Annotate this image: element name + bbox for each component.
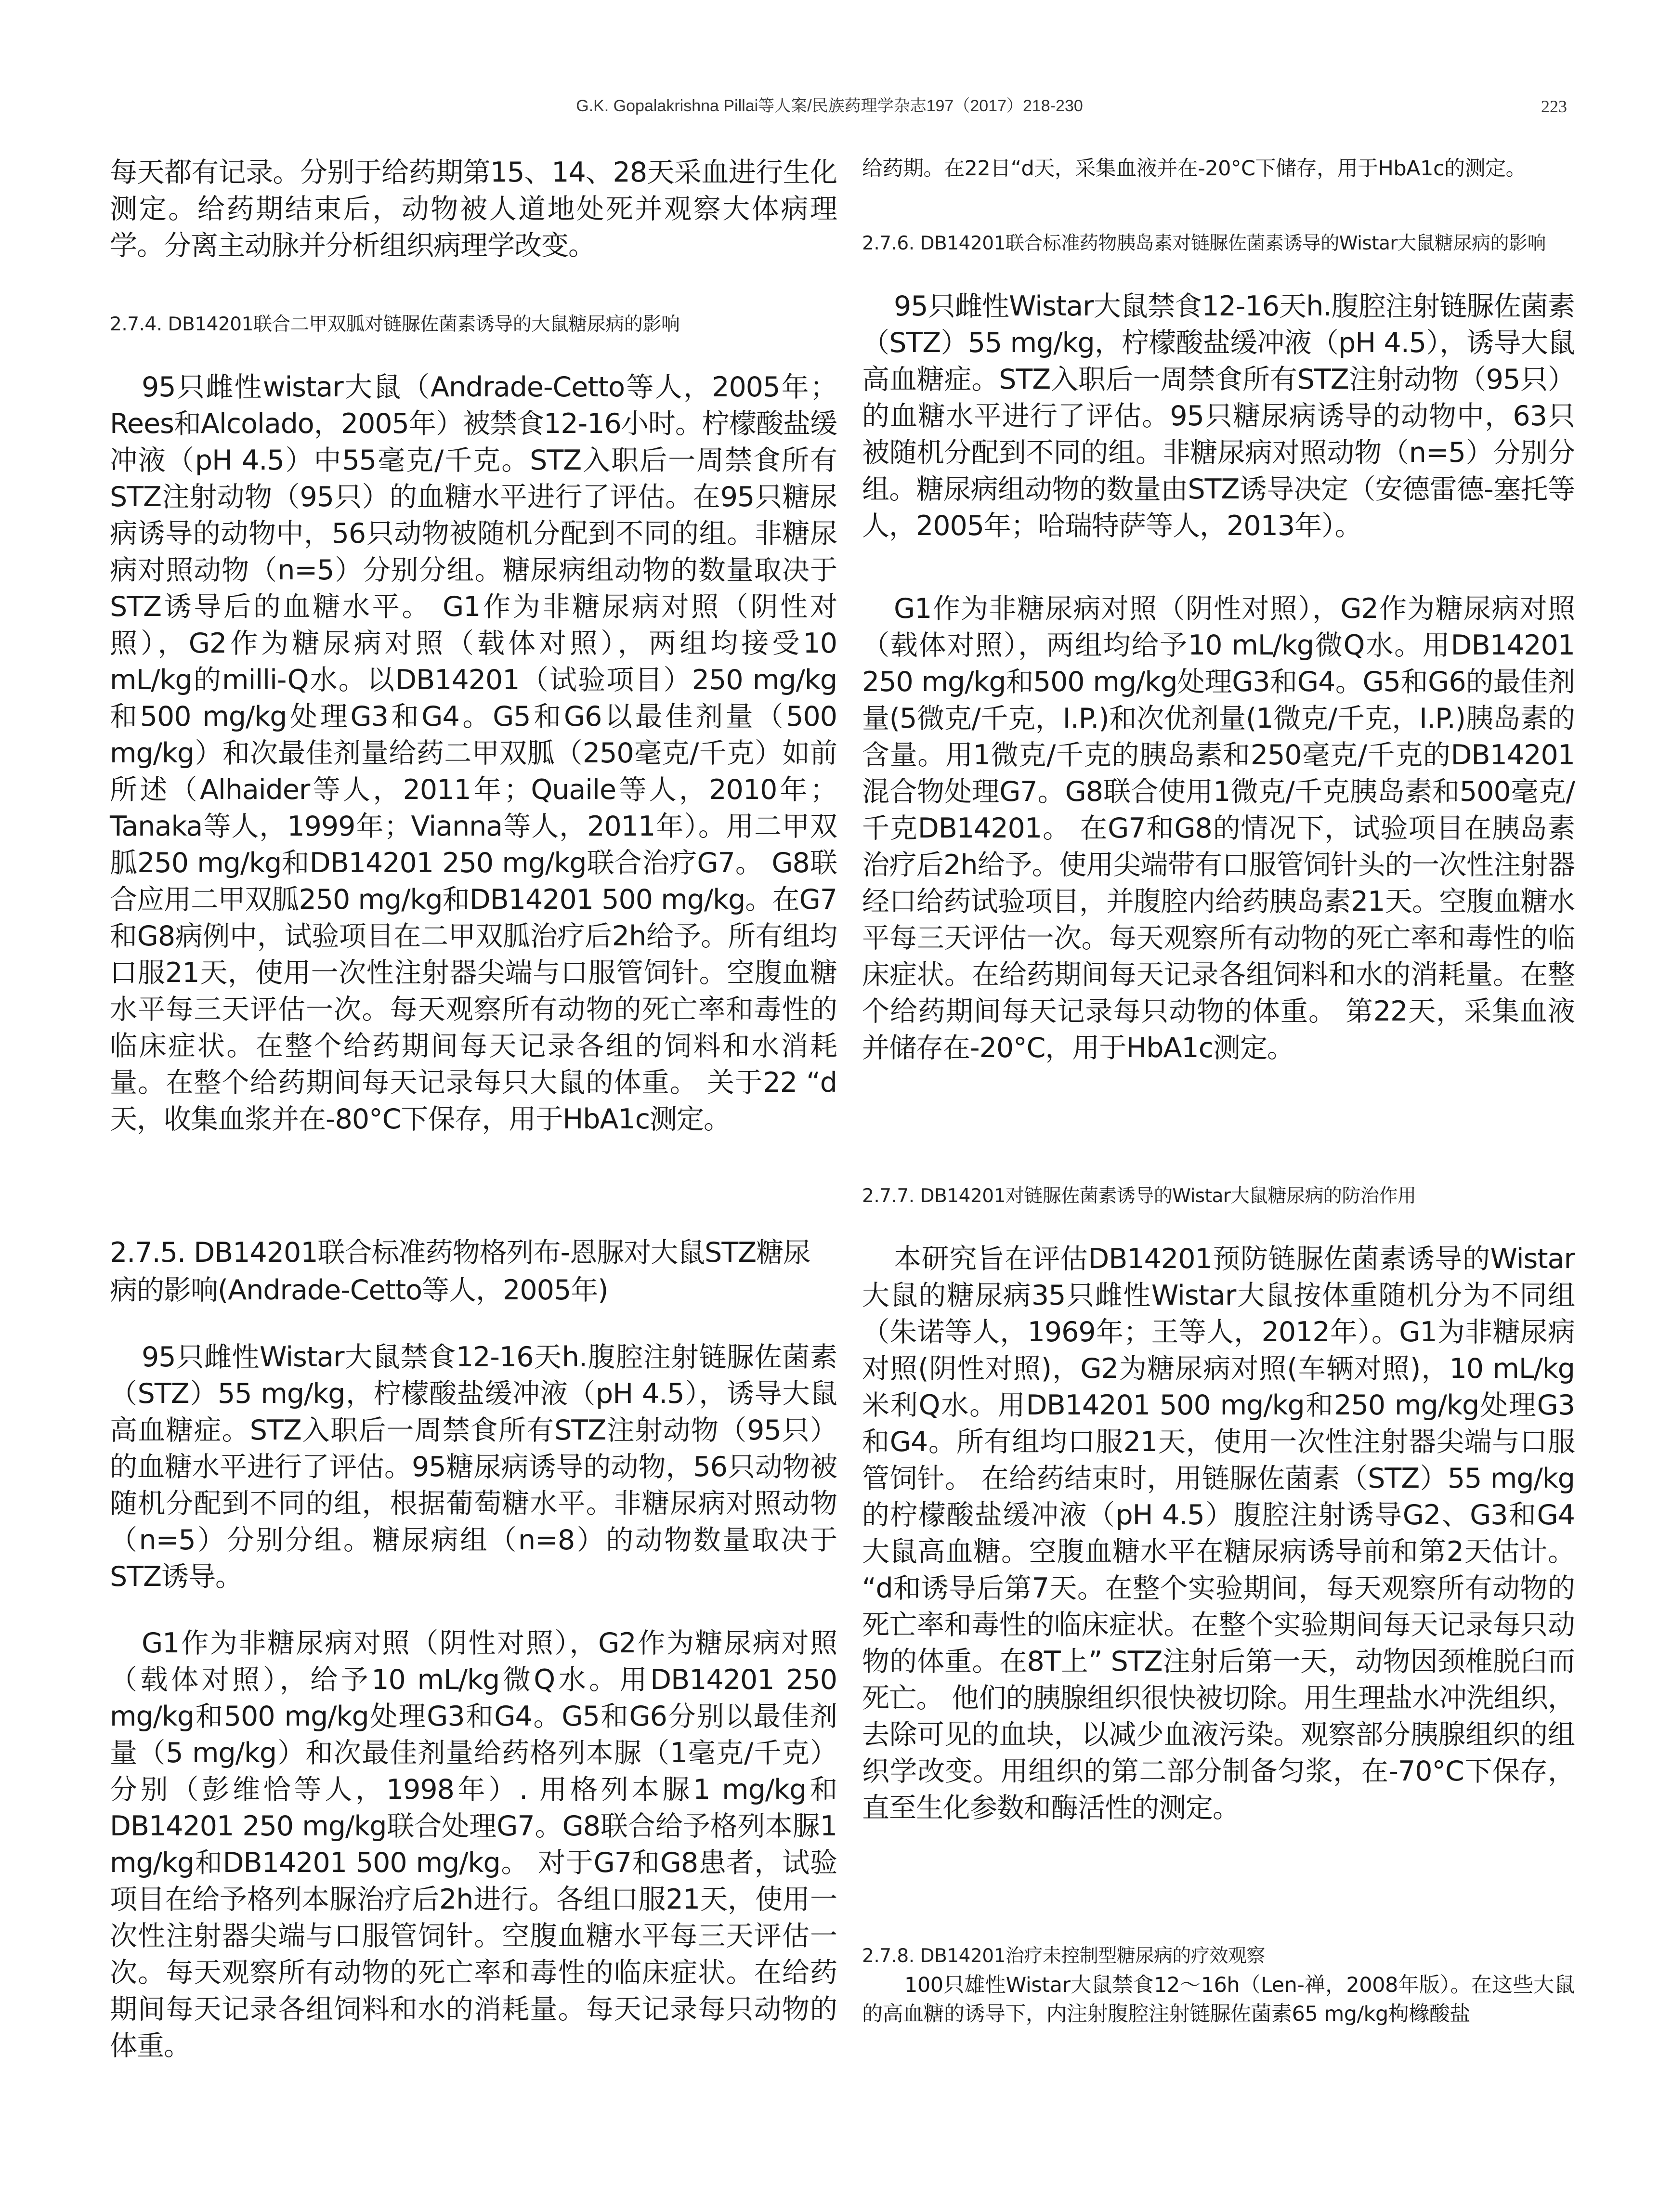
paragraph-continuation-right: 给药期。在22日“d天，采集血液并在-20°C下储存，用于HbA1c的测定。: [862, 157, 1527, 181]
paragraph-2-7-6-b: G1作为非糖尿病对照（阴性对照），G2作为糖尿病对照（载体对照），两组均给予10 mL/kg微Q水。用DB14201 250 mg/kg和500 mg/kg处理G3和G4。G5和G6的最佳剂量(5微克/千克，I.P.)和次优剂量(1微克/千克，I.P.)胰岛素的含量。用1微克/千克的胰岛素和250毫克/千克的DB14201混合物处理G7。G8联合使用1微克/千克胰岛素和500毫克/千克DB14201。 在G7和G8的情况下，试验项目在胰岛素治疗后2h给予。使用尖端带有口服管饲针头的一次性注射器经口给药试验项目，并腹腔内给药胰岛素21天。空腹血糖水平每三天评估一次。每天观察所有动物的死亡率和毒性的临床症状。在给药期间每天记录各组饲料和水的消耗量。在整个给药期间每天记录每只动物的体重。 第22天，采集血液并储存在-20°C，用于HbA1c测定。: [862, 593, 1575, 1064]
paragraph-2-7-5-a: 95只雌性Wistar大鼠禁食12-16天h.腹腔注射链脲佐菌素（STZ）55 mg/kg，柠檬酸盐缓冲液（pH 4.5），诱导大鼠高血糖症。STZ入职后一周禁食所有STZ注射动物（95只）的血糖水平进行了评估。95糖尿病诱导的动物，56只动物被随机分配到不同的组，根据葡萄糖水平。非糖尿病对照动物（n=5）分别分组。糖尿病组（n=8）的动物数量取决于STZ诱导。: [110, 1341, 837, 1593]
paragraph-2-7-7: 本研究旨在评估DB14201预防链脲佐菌素诱导的Wistar大鼠的糖尿病35只雌性Wistar大鼠按体重随机分为不同组（朱诺等人，1969年；王等人，2012年）。G1为非糖尿病对照(阴性对照)，G2为糖尿病对照(车辆对照)，10 mL/kg米利Q水。用DB14201 500 mg/kg和250 mg/kg处理G3和G4。所有组均口服21天，使用一次性注射器尖端与口服管饲针。 在给药结束时，用链脲佐菌素（STZ）55 mg/kg的柠檬酸盐缓冲液（pH 4.5）腹腔注射诱导G2、G3和G4大鼠高血糖。空腹血糖水平在糖尿病诱导前和第2天估计。 “d和诱导后第7天。在整个实验期间，每天观察所有动物的死亡率和毒性的临床症状。在整个实验期间每天记录每只动物的体重。在8T上” STZ注射后第一天，动物因颈椎脱臼而死亡。 他们的胰腺组织很快被切除。用生理盐水冲洗组织，去除可见的血块，以减少血液污染。观察部分胰腺组织的组织学改变。用组织的第二部分制备匀浆，在-70°C下保存，直至生化参数和酶活性的测定。: [862, 1243, 1575, 1824]
section-heading-2-7-4: 2.7.4. DB14201联合二甲双胍对链脲佐菌素诱导的大鼠糖尿病的影响: [110, 314, 680, 335]
paragraph-continuation: 每天都有记录。分别于给药期第15、14、28天采血进行生化测定。给药期结束后，动物被人道地处死并观察大体病理学。分离主动脉并分析组织病理学改变。: [110, 157, 837, 262]
paragraph-2-7-5-b: G1作为非糖尿病对照（阴性对照），G2作为糖尿病对照（载体对照），给予10 mL/kg微Q水。用DB14201 250 mg/kg和500 mg/kg处理G3和G4。G5和G6分别以最佳剂量（5 mg/kg）和次最佳剂量给药格列本脲（1毫克/千克）分别（彭维恰等人，1998年）. 用格列本脲1 mg/kg和DB14201 250 mg/kg联合处理G7。G8联合给予格列本脲1 mg/kg和DB14201 500 mg/kg。 对于G7和G8患者，试验项目在给予格列本脲治疗后2h进行。各组口服21天，使用一次性注射器尖端与口服管饲针。空腹血糖水平每三天评估一次。每天观察所有动物的死亡率和毒性的临床症状。在给药期间每天记录各组饲料和水的消耗量。每天记录每只动物的体重。: [110, 1627, 837, 2062]
section-heading-2-7-8: 2.7.8. DB14201治疗未控制型糖尿病的疗效观察: [862, 1945, 1265, 1967]
section-heading-2-7-5: 2.7.5. DB14201联合标准药物格列布-恩脲对大鼠STZ糖尿病的影响(Andrade-Cetto等人，2005年): [110, 1237, 810, 1306]
running-header: G.K. Gopalakrishna Pillai等人案/民族药理学杂志197（2017）218-230: [576, 97, 1083, 115]
paragraph-2-7-4: 95只雌性wistar大鼠（Andrade-Cetto等人，2005年；Rees和Alcolado，2005年）被禁食12-16小时。柠檬酸盐缓冲液（pH 4.5）中55毫克/千克。STZ入职后一周禁食所有STZ注射动物（95只）的血糖水平进行了评估。在95只糖尿病诱导的动物中，56只动物被随机分配到不同的组。非糖尿病对照动物（n=5）分别分组。糖尿病组动物的数量取决于STZ诱导后的血糖水平。 G1作为非糖尿病对照（阴性对照），G2作为糖尿病对照（载体对照），两组均接受10 mL/kg的milli-Q水。以DB14201（试验项目）250 mg/kg和500 mg/kg处理G3和G4。G5和G6以最佳剂量（500 mg/kg）和次最佳剂量给药二甲双胍（250毫克/千克）如前所述（Alhaider等人，2011年；Quaile等人，2010年；Tanaka等人，1999年；Vianna等人，2011年）。用二甲双胍250 mg/kg和DB14201 250 mg/kg联合治疗G7。 G8联合应用二甲双胍250 mg/kg和DB14201 500 mg/kg。在G7和G8病例中，试验项目在二甲双胍治疗后2h给予。所有组均口服21天，使用一次性注射器尖端与口服管饲针。空腹血糖水平每三天评估一次。每天观察所有动物的死亡率和毒性的临床症状。在整个给药期间每天记录各组的饲料和水消耗量。在整个给药期间每天记录每只大鼠的体重。 关于22 “d天，收集血浆并在-80°C下保存，用于HbA1c测定。: [110, 371, 837, 1135]
section-heading-2-7-6: 2.7.6. DB14201联合标准药物胰岛素对链脲佐菌素诱导的Wistar大鼠糖尿病的影响: [862, 233, 1546, 254]
paragraph-2-7-8: 100只雄性Wistar大鼠禁食12～16h（Len-禅，2008年版）。在这些大鼠的高血糖的诱导下，内注射腹腔注射链脲佐菌素65 mg/kg枸橼酸盐: [862, 1973, 1575, 2026]
page-number: 223: [1541, 97, 1567, 116]
right-column: [862, 154, 1575, 2029]
paragraph-2-7-6-a: 95只雌性Wistar大鼠禁食12-16天h.腹腔注射链脲佐菌素（STZ）55 mg/kg，柠檬酸盐缓冲液（pH 4.5），诱导大鼠高血糖症。STZ入职后一周禁食所有STZ注射动物（95只）的血糖水平进行了评估。95只糖尿病诱导的动物中，63只被随机分配到不同的组。非糖尿病对照动物（n=5）分别分组。糖尿病组动物的数量由STZ诱导决定（安德雷德-塞托等人，2005年；哈瑞特萨等人，2013年）。: [862, 290, 1575, 542]
section-heading-2-7-7: 2.7.7. DB14201对链脲佐菌素诱导的Wistar大鼠糖尿病的防治作用: [862, 1185, 1416, 1207]
left-column: [110, 154, 837, 2064]
